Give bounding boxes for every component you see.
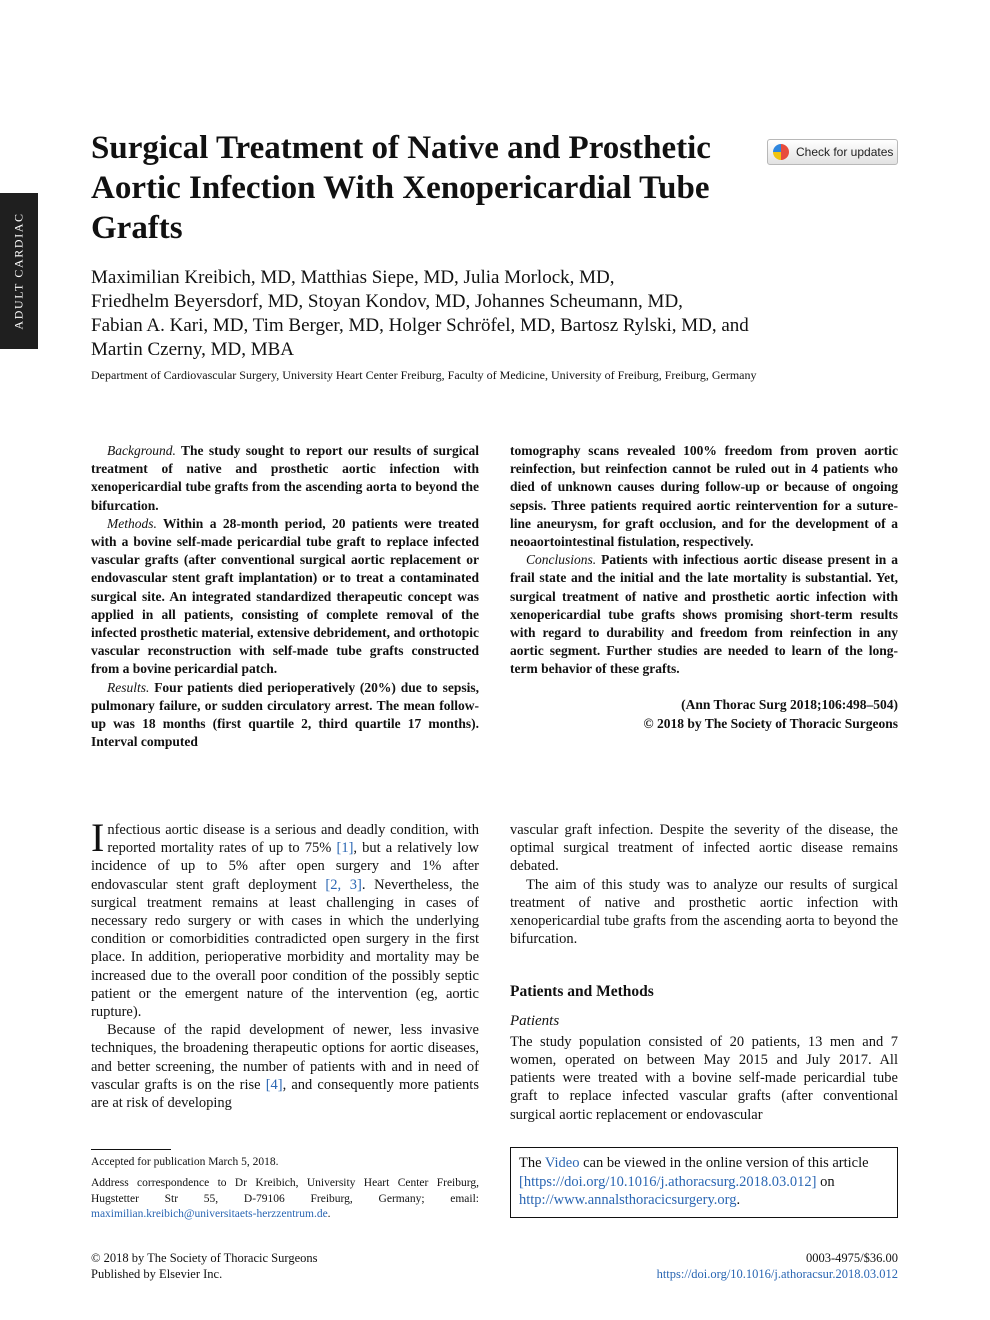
subsection-heading: Patients — [510, 1012, 560, 1029]
reference-link[interactable]: [1] — [336, 840, 354, 857]
abstract-label: Background. — [107, 443, 176, 458]
footnote-correspondence — [91, 1176, 479, 1223]
video-box-text: The — [519, 1155, 545, 1171]
author-line: Fabian A. Kari, MD, Tim Berger, MD, Holger Schröfel, MD, Bartosz Rylski, MD, and — [91, 315, 749, 336]
abstract-methods — [91, 515, 479, 679]
reference-link[interactable]: [4] — [265, 1076, 283, 1093]
affiliation: Department of Cardiovascular Surgery, University Heart Center Freiburg, Faculty of Medicine, University of Freiburg, Freiburg, Germany — [91, 368, 757, 382]
section-tab-adult-cardiac — [0, 193, 38, 349]
body-paragraph — [91, 815, 479, 1021]
footer-copyright: © 2018 by The Society of Thoracic Surgeons — [91, 1251, 318, 1265]
crossmark-icon — [773, 144, 789, 160]
abstract-results — [91, 679, 479, 752]
abstract-text: Four patients died perioperatively (20%) due to sepsis, pulmonary failure, or sudden circulatory arrest. The mean follow-up was 18 months (first quartile 2, third quartile 17 months). Interval computed — [91, 679, 479, 750]
abstract-results-continued: tomography scans revealed 100% freedom from proven aortic reinfection, but reinfection cannot be ruled out in 4 patients who died of unknown causes during follow-up or because of ongoing sepsis. Three patients required aortic reintervention for a suture-line aneurysm, for graft occlusion, and for the development of a neoaortointestinal fistulation, respectively. — [510, 443, 898, 550]
body-text: , but a relatively low incidence of up to 5% after open surgery and 1% after endovascular stent graft deployment — [91, 840, 479, 893]
body-text: nfectious aortic disease is a serious and deadly condition, with reported mortality rates of up to 75% — [107, 822, 479, 857]
video-link[interactable]: Video — [544, 1155, 580, 1171]
check-for-updates-button[interactable] — [767, 139, 898, 165]
check-for-updates-label: Check for updates — [796, 145, 894, 159]
abstract-label: Results. — [107, 679, 150, 695]
author-line: Maximilian Kreibich, MD, Matthias Siepe, MD, Julia Morlock, MD, — [91, 267, 615, 288]
journal-site-link[interactable]: http://www.annalsthoracicsurgery.org — [519, 1192, 737, 1208]
body-text: Because of the rapid development of newer, less invasive techniques, the broadening therapeutic options for aortic diseases, and better screening, the number of patients with and in need of vascular grafts is on the rise — [91, 1022, 479, 1093]
abstract-text: The study sought to report our results of surgical treatment of native and prosthetic aortic infection with xenopericardial tube grafts from the ascending aorta to beyond the bifurcation. — [91, 443, 479, 513]
body-left-column — [91, 815, 479, 1112]
author-list — [91, 266, 891, 362]
journal-citation: (Ann Thorac Surg 2018;106:498–504) — [681, 696, 898, 712]
footnote-accepted: Accepted for publication March 5, 2018. — [91, 1156, 279, 1168]
footer-issn: 0003-4975/$36.00 — [805, 1251, 898, 1265]
abstract-right-column — [510, 442, 898, 733]
footer-publisher: Published by Elsevier Inc. — [91, 1266, 223, 1281]
abstract-label: Conclusions. — [526, 552, 597, 568]
body-paragraph: vascular graft infection. Despite the severity of the disease, the optimal surgical treatment of infected aortic disease remains debated. — [510, 822, 898, 875]
body-paragraph: The aim of this study was to analyze our results of surgical treatment of native and prosthetic aortic infection with xenopericardial tube grafts from the ascending aorta to beyond the bifurcation. — [510, 876, 898, 948]
body-paragraph — [91, 1021, 479, 1112]
body-text: . Nevertheless, the surgical treatment remains at least challenging in cases of necessary redo surgery or with cases in which the underlying condition or comorbidities contradicted open surgery in the first place. In addition, perioperative morbidity and mortality may be increased due to the overall poor condition of the possibly septic patient or the emergent nature of the intervention (eg, aortic rupture). — [91, 876, 479, 1021]
body-paragraph: The study population consisted of 20 patients, 13 men and 7 women, operated on between May 2015 and July 2017. All patients were treated with a bovine self-made pericardial tube graft to replace infected vascular grafts (after conventional surgical aortic replacement or endovascular — [510, 1033, 898, 1123]
doi-link[interactable]: [https://doi.org/10.1016/j.athoracsurg.2018.03.012] — [519, 1173, 817, 1190]
abstract-left-column — [91, 442, 479, 751]
video-box-text: . — [736, 1192, 741, 1208]
abstract-text: Patients with infectious aortic disease present in a frail state and the initial and the late mortality is substantial. Yet, surgical treatment of native and prosthetic aortic infection with xenopericardial tube grafts shows promising short-term results with regard to durability and freedom from reinfection in any aortic segment. Further studies are needed to learn of the long-term behavior of these grafts. — [510, 552, 898, 677]
body-right-column — [510, 821, 898, 1124]
footnote-text: . — [327, 1208, 331, 1220]
footer-doi-link[interactable]: https://doi.org/10.1016/j.athoracsur.2018.03.012 — [656, 1266, 898, 1281]
author-line: Friedhelm Beyersdorf, MD, Stoyan Kondov, MD, Johannes Scheumann, MD, — [91, 291, 683, 312]
video-notice-box — [510, 1147, 898, 1218]
footer-right — [657, 1251, 898, 1282]
abstract-text: Within a 28-month period, 20 patients were treated with a bovine self-made pericardial tube graft to replace infected vascular grafts (after conventional surgical aortic replacement or endovascular stent graft implantation) or to treat a contaminated surgical site. An integrated standardized therapeutic concept was applied in all patients, consisting of complete removal of the infected prosthetic material, extensive debridement, and orthotopic vascular reconstruction with self-made tube grafts constructed from a bovine pericardial patch. — [91, 515, 479, 677]
abstract-background — [91, 442, 479, 515]
abstract-label: Methods. — [107, 515, 157, 531]
section-heading: Patients and Methods — [510, 983, 654, 1001]
abstract-conclusions — [510, 551, 898, 678]
footnote-rule — [91, 1149, 171, 1150]
email-link[interactable]: maximilian.kreibich@universitaets-herzzentrum.de — [91, 1208, 328, 1220]
abstract-copyright: © 2018 by The Society of Thoracic Surgeons — [643, 715, 898, 731]
body-text: , and consequently more patients are at risk of developing — [91, 1076, 479, 1112]
footer-left — [91, 1251, 317, 1282]
author-line: Martin Czerny, MD, MBA — [91, 339, 294, 360]
video-box-text: on — [816, 1173, 835, 1190]
reference-link[interactable]: [2, 3] — [325, 876, 362, 893]
drop-cap: I — [91, 815, 105, 860]
video-box-text: can be viewed in the online version of this article — [579, 1155, 869, 1171]
footnote-text: Address correspondence to Dr Kreibich, University Heart Center Freiburg, Hugstetter Str 55, D-79106 Freiburg, Germany; email: — [91, 1177, 479, 1205]
article-title: Surgical Treatment of Native and Prosthetic Aortic Infection With Xenopericardial Tube Grafts — [91, 130, 711, 246]
section-tab-label: ADULT CARDIAC — [11, 212, 26, 330]
